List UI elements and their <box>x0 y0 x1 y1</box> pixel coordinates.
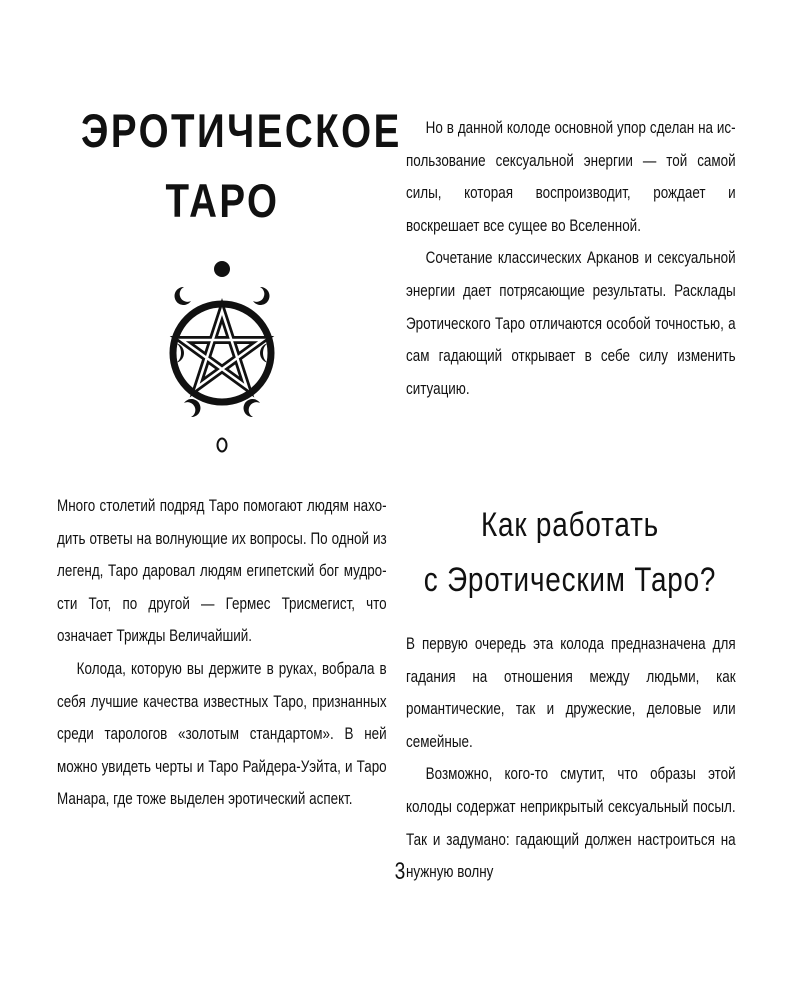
section-paragraph: Возможно, кого-то смутит, что образы этой колоды содержат неприкрытый сексуальный посыл. Так и задумано: гадающий должен настроиться на нужную волну <box>406 765 736 882</box>
section-paragraph: В первую очередь эта колода предназначена для гадания на отношения между людьми, как романтические, так и дружеские, деловые или семейные. <box>406 635 736 751</box>
intro-paragraph: Сочетание классических Арканов и сексуальной энергии дает потрясающие результаты. Расклады Эротического Таро отличаются особой точностью, а сам гадающий открывает в себе силу изменить ситуацию. <box>406 249 736 398</box>
history-paragraph: Колода, которую вы держите в руках, вобрала в себя лучшие качества известных Таро, признанных среди тарологов «золотым стандартом». В ней можно увидеть черты и Таро Райдера-Уэйта, и Таро Манара, где тоже выделен эротический аспект. <box>57 659 387 809</box>
section-title-line1: Как работать <box>480 506 660 544</box>
pentacle-moon-phases-icon <box>162 253 282 458</box>
section-title-line2: с Эротическим Таро? <box>423 561 717 599</box>
history-paragraph: Много столетий подряд Таро помогают людям находить ответы на волнующие их вопросы. По одной из легенд, Таро даровал людям египетский бог мудрости Тот, по другой — Гермес Трисмегист, что означает Трижды Величайший. <box>57 497 387 646</box>
section-title <box>414 498 726 608</box>
section-body-column <box>406 628 736 889</box>
intro-column <box>406 112 736 405</box>
history-column <box>57 490 387 816</box>
book-title <box>81 96 402 236</box>
intro-paragraph: Но в данной колоде основной упор сделан на использование сексуальной энергии — той самой силы, которая воспроизводит, рождает и воскрешает все сущее во Вселенной. <box>406 119 736 235</box>
book-title-line2: ТАРО <box>165 174 280 227</box>
page-number: 3 <box>394 858 406 885</box>
book-title-line1: ЭРОТИЧЕСКОЕ <box>81 104 402 157</box>
